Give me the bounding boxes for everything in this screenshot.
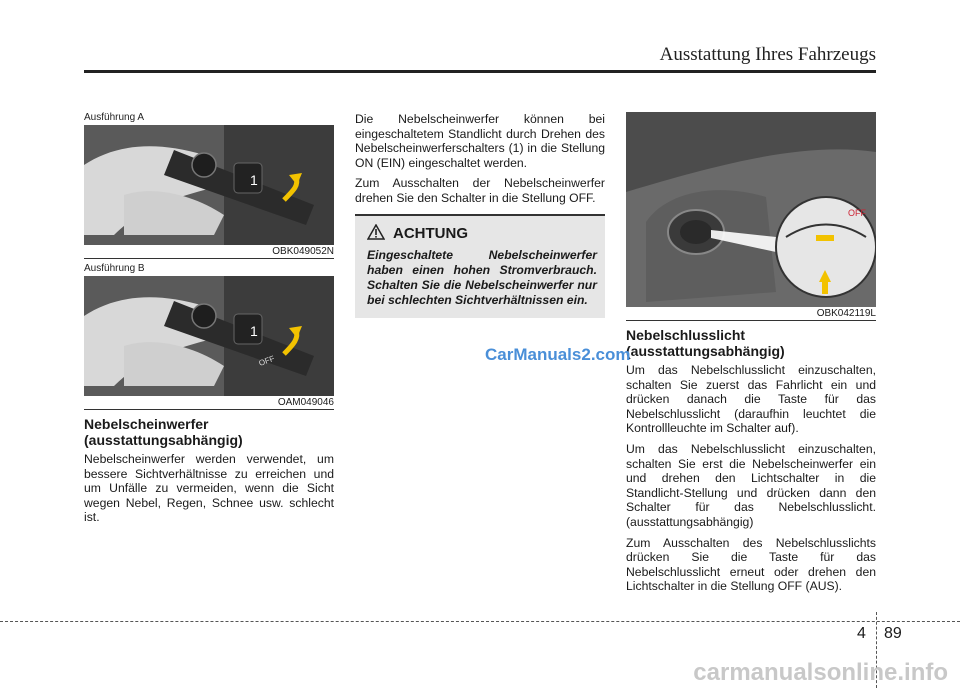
fog-light-heading-line1: Nebelscheinwerfer (84, 416, 209, 432)
page-header-title: Ausstattung Ihres Fahrzeugs (659, 44, 876, 65)
warning-header (367, 224, 597, 244)
rear-fog-heading-line1: Nebelschlusslicht (626, 327, 746, 343)
footer-watermark: carmanualsonline.info (693, 659, 948, 686)
warning-box (355, 214, 605, 318)
figure-c-code: OBK042119L (816, 308, 876, 319)
column-1 (84, 112, 334, 531)
fog-light-on-paragraph: Die Nebelscheinwerfer können bei eingeschaltetem Standlicht durch Drehen des Nebelscheinwerferschalters (1) in die Stellung ON (EIN) eingeschaltet werden. (355, 112, 605, 170)
figure-c-photo (626, 112, 876, 307)
page-number: 89 (884, 625, 902, 642)
footer-rule (0, 621, 960, 622)
fog-light-off-paragraph: Zum Ausschalten der Nebelscheinwerfer drehen Sie den Schalter in die Stellung OFF. (355, 176, 605, 205)
figure-a-rule (84, 258, 334, 259)
rear-fog-heading (626, 327, 876, 359)
fog-light-heading (84, 416, 334, 448)
figure-b-rule (84, 409, 334, 410)
fog-light-paragraph: Nebelscheinwerfer werden verwendet, um bessere Sichtverhältnisse zu erreichen und um Unfälle zu vermeiden, wenn die Sicht wegen Nebel, Regen, Schnee usw. schlecht ist. (84, 452, 334, 525)
column-2 (355, 112, 605, 318)
figure-c-rule (626, 320, 876, 321)
figure-b-code: OAM049046 (277, 397, 334, 408)
figure-c-off-text: OFF (848, 208, 866, 218)
figure-a-label: Ausführung A (84, 112, 145, 123)
warning-triangle-icon (367, 224, 385, 244)
warning-title: ACHTUNG (393, 225, 468, 243)
figure-b-off-text: OFF (257, 353, 276, 368)
rear-fog-heading-line2: (ausstattungsabhängig) (626, 343, 785, 359)
figure-a-code: OBK049052N (272, 246, 334, 257)
chapter-number: 4 (857, 625, 866, 642)
figure-b-switch-number: 1 (250, 323, 258, 339)
rear-fog-paragraph-3: Zum Ausschalten des Nebelschlusslichts drücken Sie die Taste für das Nebelschlusslicht erneut oder drehen den Lichtschalter in die Stellung OFF (AUS). (626, 535, 876, 594)
warning-text: Eingeschaltete Nebelscheinwerfer haben einen hohen Stromverbrauch. Schalten Sie die Nebelscheinwerfer nur bei schlechten Sichtverhältnissen ein. (367, 247, 597, 307)
fog-light-heading-line2: (ausstattungsabhängig) (84, 432, 243, 448)
figure-a-photo (84, 125, 334, 245)
header-rule (84, 70, 876, 73)
rear-fog-paragraph-1: Um das Nebelschlusslicht einzuschalten, schalten Sie zuerst das Fahrlicht ein und drücken danach die Taste für das Nebelschlusslicht (daraufhin leuchtet die Kontrollleuchte im Schalter auf). (626, 363, 876, 436)
figure-b-photo (84, 276, 334, 396)
carmanuals-watermark: CarManuals2.com (485, 345, 631, 364)
rear-fog-paragraph-2: Um das Nebelschlusslicht einzuschalten, schalten Sie erst die Nebelscheinwerfer ein und drehen den Lichtschalter in die Standlicht-Stellung und drücken dann den Schalter für das Nebelschlusslicht. (ausstattungsabhängig) (626, 441, 876, 529)
figure-a-switch-number: 1 (250, 172, 258, 188)
column-3 (626, 112, 876, 600)
figure-b-label: Ausführung B (84, 263, 145, 274)
